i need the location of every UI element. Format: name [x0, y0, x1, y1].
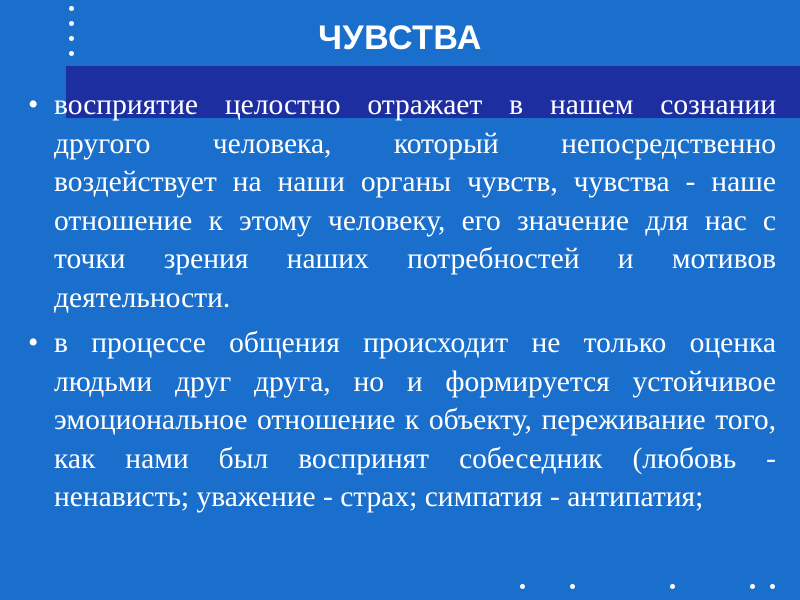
dot-icon: [570, 584, 575, 589]
dot-icon: [670, 584, 675, 589]
bullet-item: [20, 324, 776, 517]
dot-icon: [69, 6, 74, 11]
slide-content: [20, 86, 776, 517]
dot-icon: [770, 584, 775, 589]
slide-title: ЧУВСТВА: [318, 19, 482, 57]
bullet-marker: •: [28, 327, 39, 359]
decorative-dots-bottom: [520, 584, 780, 594]
bullet-marker: •: [28, 89, 39, 121]
dot-icon: [520, 584, 525, 589]
bullet-item: [20, 86, 776, 317]
dot-icon: [750, 584, 755, 589]
bullet-text: в процессе общения происходит не только оценка людьми друг друга, но и формируется устойчивое эмоциональное отношение к объекту, переживание того, как нами был воспринят собеседник (любовь - ненависть; уважение - страх; симпатия - антипатия;: [54, 327, 776, 513]
bullet-text: восприятие целостно отражает в нашем сознании другого человека, который непосредственно воздействует на наши органы чувств, чувства - наше отношение к этому человеку, его значение для нас с точки зрения наших потребностей и мотивов деятельности.: [54, 89, 776, 314]
